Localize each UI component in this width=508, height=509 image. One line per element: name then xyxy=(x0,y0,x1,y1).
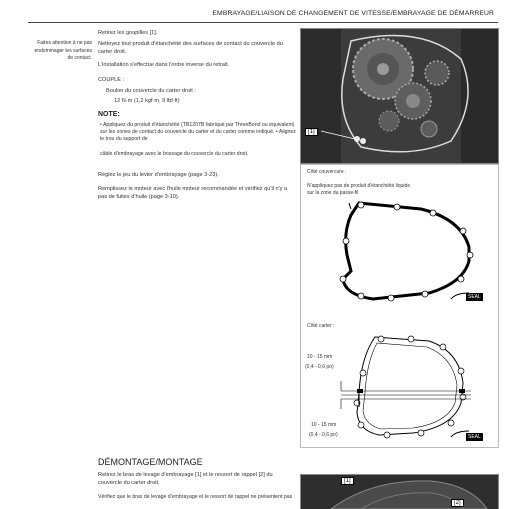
dimension-2-mm: 10 - 15 mm xyxy=(311,422,337,428)
cover-side-label: Côté couvercure : xyxy=(307,169,347,175)
cover-instruction: N'appliquez pas de produit d'étanchéité liquide sur la zone du passe-fil xyxy=(307,183,411,196)
step-check-lift-arm: Vérifiez que le bras de levage d'embrayage et le ressort de rappel ne présentent pas xyxy=(98,494,293,500)
cover-side-outline xyxy=(301,195,498,305)
dimension-1-in: (0,4 - 0,6 po) xyxy=(305,364,334,370)
engine-photo-illustration xyxy=(301,29,498,163)
header-rule xyxy=(28,22,498,23)
step-remove-lift-arm: Retirez le bras de levage d'embrayage [1] et le ressort de rappel [2] du couvercle du carter droit. xyxy=(98,472,273,486)
step-install-reverse: L'installation s'effectue dans l'ordre inverse du retrait. xyxy=(98,62,230,68)
torque-label: COUPLE : xyxy=(98,77,125,83)
carter-side-label: Côté carter : xyxy=(307,323,335,329)
engine-photo xyxy=(300,28,499,164)
photo-callout-1: [1] xyxy=(305,128,318,136)
cover-photo-illustration xyxy=(301,475,498,509)
note-cable-holder: câble d'embrayage avec le bossage du couvercle du carter droit. xyxy=(100,151,249,157)
cover-photo xyxy=(300,474,499,509)
step-remove-dowels: Retirez les goupilles [1]. xyxy=(98,30,158,36)
note-sealant: • Appliquez du produit d'étanchéité (TB1207B fabriqué par ThreeBond ou équivalent) sur les zones de contact du couvercle du carter et du carter comme indiqué. • Alignez le trou du support de xyxy=(100,122,296,143)
dimension-1-mm: 10 - 15 mm xyxy=(307,354,333,360)
margin-note: Faites attention à ne pas endommager les surfaces de contact. xyxy=(34,40,92,61)
torque-item: Boulon du couvercle du carter droit : xyxy=(106,88,196,94)
step-refill-oil: Remplissez le moteur avec l'huile moteur recommandée et vérifiez qu'il n'y a pas de fuites d'huile (page 3-10). xyxy=(98,186,288,200)
torque-value: 12 N·m (1,2 kgf·m, 9 lbf·ft) xyxy=(114,98,180,104)
section-heading-disassembly: DÉMONTAGE/MONTAGE xyxy=(98,457,203,467)
photo2-callout-1: [1] xyxy=(341,477,354,485)
page-header-title: EMBRAYAGE/LIAISON DE CHANGEMENT DE VITESSE/EMBRAYAGE DE DÉMARREUR xyxy=(212,10,494,17)
dimension-2-in: (0,4 - 0,6 po) xyxy=(309,432,338,438)
step-adjust-lever: Réglez le jeu du levier d'embrayage (page 3-23). xyxy=(98,172,219,178)
step-clean-sealant: Nettoyez tout produit d'étanchéité des surfaces de contact du couvercle du carter droit. xyxy=(98,41,283,55)
sealant-diagram xyxy=(300,164,499,448)
seal-badge-2: SEAL xyxy=(468,434,481,440)
seal-badge-1: SEAL xyxy=(468,294,481,300)
photo2-callout-2: [2] xyxy=(451,499,464,507)
note-title: NOTE: xyxy=(98,111,120,118)
